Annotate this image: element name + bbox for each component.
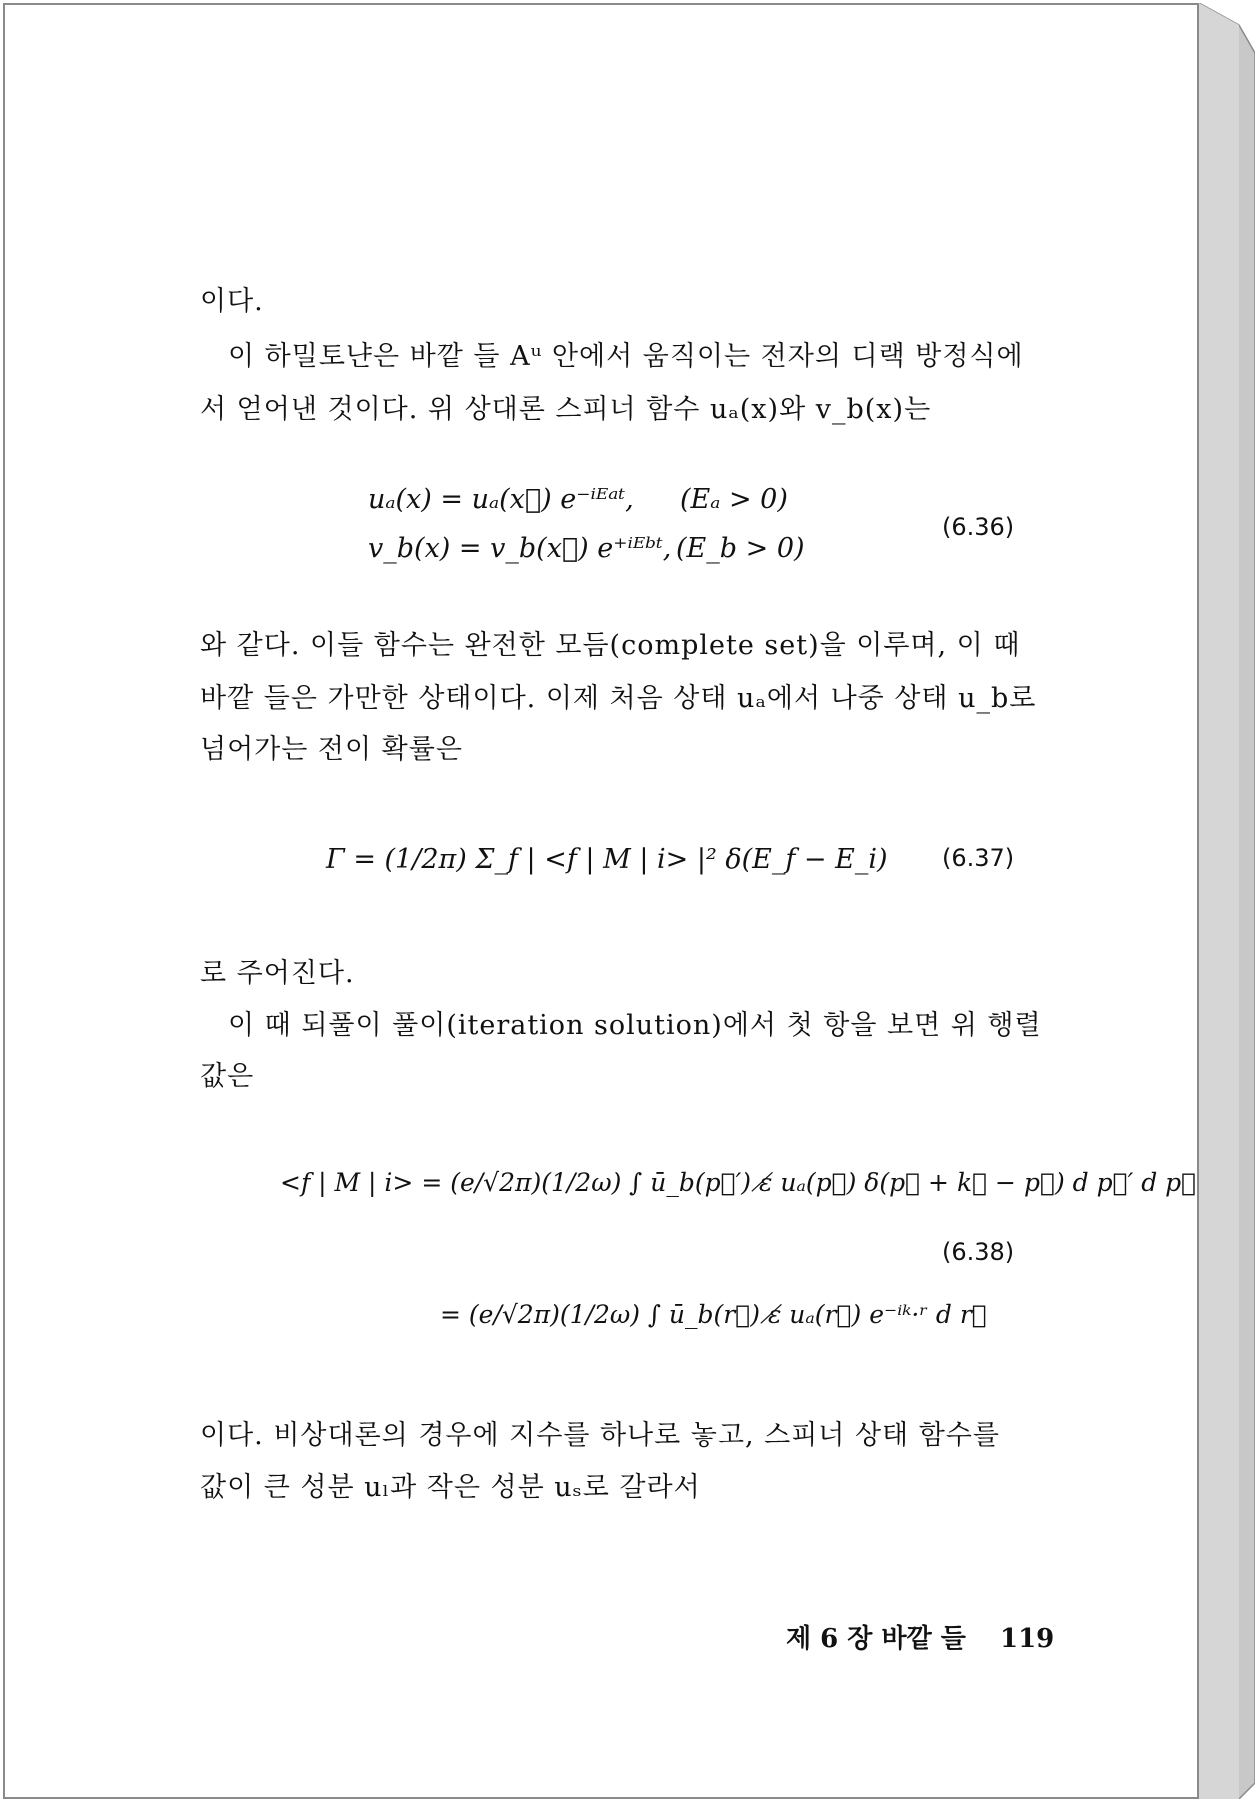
equation-6-36-condition2: (E_b > 0): [676, 533, 805, 564]
paragraph-line: 이다. 비상대론의 경우에 지수를 하나로 놓고, 스피너 상태 함수를: [200, 1420, 1000, 1451]
paragraph-line: 와 같다. 이들 함수는 완전한 모듬(complete set)을 이루며, 이 때: [200, 630, 1021, 661]
paragraph-line: 이 하밀토냔은 바깥 들 Aᵘ 안에서 움직이는 전자의 디랙 방정식에: [228, 341, 1024, 372]
equation-number: (6.38): [942, 1238, 1015, 1266]
paragraph-line: 이다.: [200, 286, 264, 317]
equation-6-38-line1: <f | M | i> = (e/√2π)(1/2ω) ∫ ū_b(p⃗′) ε̸ uₐ(p⃗) δ(p⃗ + k⃗ − p⃗) d p⃗′ d p⃗: [280, 1168, 1197, 1197]
paragraph-line: 서 얻어낸 것이다. 위 상대론 스피너 함수 uₐ(x)와 v_b(x)는: [200, 394, 932, 425]
page-edge-shadow: [1199, 3, 1255, 1799]
book-page: [3, 3, 1199, 1799]
paragraph-line: 넘어가는 전이 확률은: [200, 734, 463, 765]
page-number: 119: [1000, 1624, 1055, 1654]
equation-6-37: Γ = (1/2π) Σ_f | <f | M | i> |² δ(E_f − E_i): [326, 844, 888, 875]
paragraph-line: 바깥 들은 가만한 상태이다. 이제 처음 상태 uₐ에서 나중 상태 u_b로: [200, 683, 1037, 714]
running-footer-chapter: 제 6 장 바깥 들: [786, 1624, 966, 1654]
equation-6-38-line2: = (e/√2π)(1/2ω) ∫ ū_b(r⃗) ε̸ uₐ(r⃗) e⁻ⁱᵏ·ʳ d r⃗: [440, 1300, 987, 1329]
equation-number: (6.36): [942, 513, 1015, 541]
paragraph-line: 로 주어진다.: [200, 958, 355, 989]
paragraph-line: 값이 큰 성분 uₗ과 작은 성분 uₛ로 갈라서: [200, 1472, 701, 1503]
equation-6-36-line2: v_b(x) = v_b(x⃗) e⁺ⁱᴱᵇᵗ,: [368, 533, 672, 564]
equation-6-36-condition1: (Eₐ > 0): [680, 484, 788, 515]
paragraph-line: 이 때 되풀이 풀이(iteration solution)에서 첫 항을 보면 위 행렬: [228, 1010, 1042, 1041]
equation-6-36-line1: uₐ(x) = uₐ(x⃗) e⁻ⁱᴱᵃᵗ,: [368, 484, 634, 515]
paragraph-line: 값은: [200, 1061, 255, 1092]
equation-number: (6.37): [942, 844, 1015, 872]
